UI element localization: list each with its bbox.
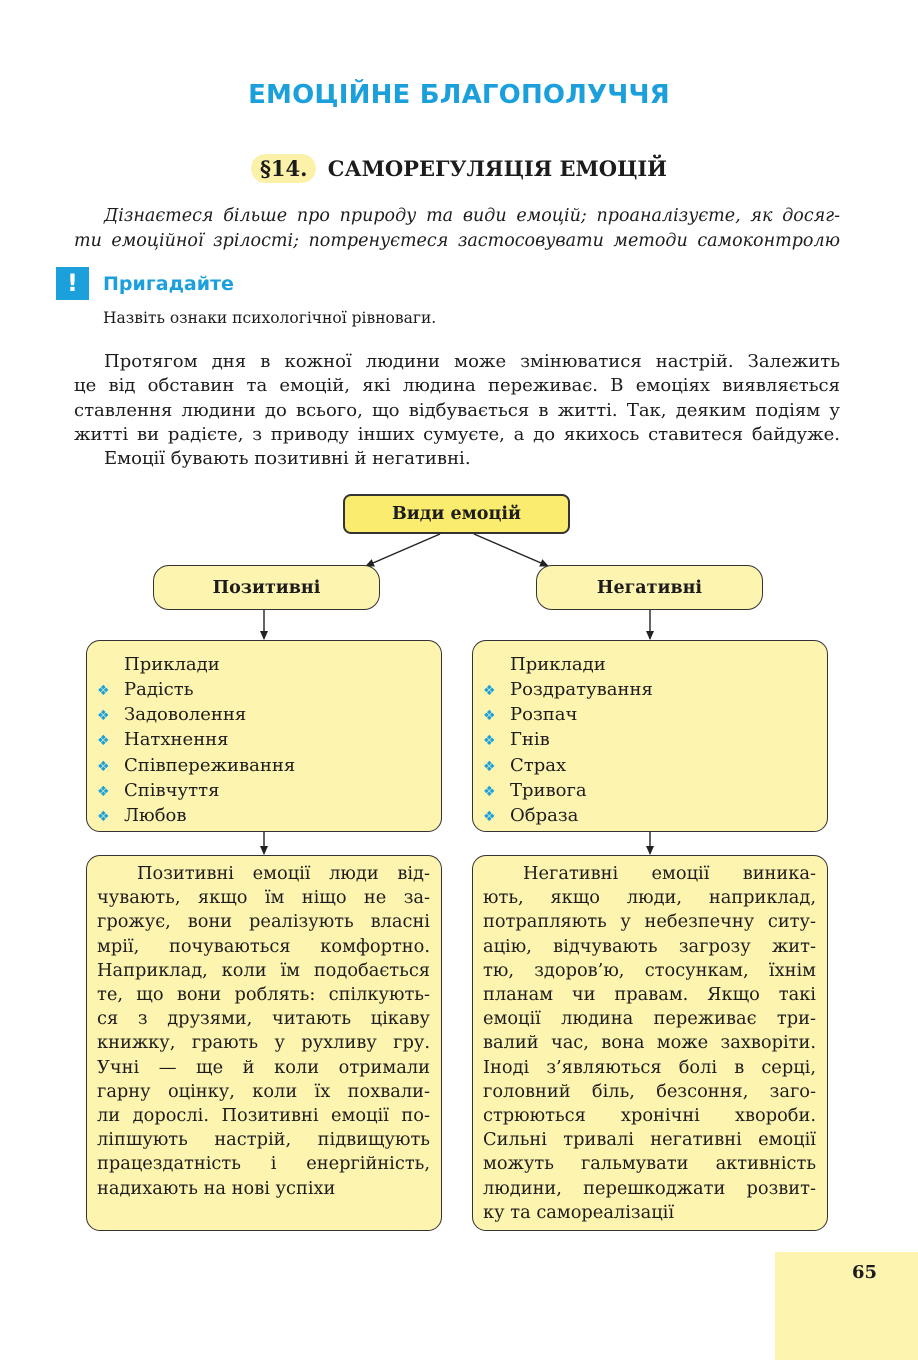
examples-title: Приклади — [510, 654, 606, 675]
diamond-bullet-icon: ❖ — [483, 809, 496, 826]
positive-emotions-node: Позитивні — [153, 565, 380, 610]
list-item — [483, 754, 653, 779]
description-line: головний біль, безсоння, заго- — [483, 1080, 816, 1102]
list-item — [483, 703, 653, 728]
description-line: ку та самореалізації — [483, 1201, 675, 1223]
body-line: ставлення людини до всього, що відбувається в житті. Так, деяким подіям у — [74, 399, 840, 421]
arrow-root-to-positive — [366, 534, 440, 566]
list-item — [483, 728, 653, 753]
chapter-title: ЕМОЦІЙНЕ БЛАГОПОЛУЧЧЯ — [248, 80, 670, 110]
example-label: Натхнення — [124, 729, 229, 751]
description-line: Сильні тривалі негативні емоції — [483, 1129, 816, 1151]
examples-title: Приклади — [124, 654, 220, 675]
positive-description-box — [86, 855, 442, 1231]
diamond-bullet-icon: ❖ — [97, 783, 110, 800]
example-label: Страх — [510, 754, 567, 776]
diamond-bullet-icon: ❖ — [483, 708, 496, 725]
description-line: тю, здоров’ю, стосункам, їхнім — [483, 959, 816, 981]
body-line: житті ви радієте, з приводу інших сумуєте, а до якихось ставитеся байдуже. — [74, 423, 840, 445]
diamond-bullet-icon: ❖ — [97, 758, 110, 775]
description-line: можуть гальмувати активність — [483, 1153, 816, 1175]
description-line: Іноді з’являються болі в серці, — [483, 1056, 816, 1078]
list-item — [97, 678, 295, 703]
page-number: 65 — [851, 1262, 877, 1283]
example-label: Гнів — [510, 729, 550, 751]
example-label: Радість — [124, 679, 194, 700]
negative-examples-list — [483, 678, 653, 829]
list-item — [97, 754, 295, 779]
description-line: чувають, якщо їм ніщо не за- — [97, 887, 430, 909]
list-item — [97, 779, 295, 804]
list-item — [483, 779, 653, 804]
negative-description — [483, 862, 816, 1225]
description-line: ліпшують настрій, підвищують — [97, 1129, 430, 1151]
description-line: потрапляють у небезпечну ситу- — [483, 911, 816, 933]
description-line: людини, перешкоджати розвит- — [483, 1177, 816, 1199]
example-label: Образа — [510, 805, 579, 827]
example-label: Тривога — [510, 779, 587, 801]
example-label: Співпереживання — [124, 754, 296, 776]
diagram-root-node: Види емоцій — [343, 494, 570, 534]
diamond-bullet-icon: ❖ — [483, 733, 496, 750]
diamond-bullet-icon: ❖ — [97, 683, 110, 699]
description-line: Наприклад, коли їм подобається — [97, 959, 430, 981]
list-item — [97, 728, 295, 753]
description-line: мрії, почуваються комфортно. — [97, 935, 430, 957]
description-line: грожує, вони реалізують власні — [97, 911, 430, 933]
remember-question: Назвіть ознаки психологічної рівноваги. — [103, 309, 437, 327]
arrow-root-to-negative — [474, 534, 548, 566]
diamond-bullet-icon: ❖ — [483, 683, 496, 699]
diamond-bullet-icon: ❖ — [97, 708, 110, 725]
description-line: валий час, вона може захворіти. — [483, 1032, 816, 1054]
body-line: Емоції бувають позитивні й негативні. — [104, 448, 471, 470]
negative-emotions-node: Негативні — [536, 565, 763, 610]
description-line: ацію, відчувають загрозу жит- — [483, 935, 816, 957]
list-item — [97, 703, 295, 728]
description-line: планам чи правам. Якщо такі — [483, 984, 816, 1006]
description-line: ють, якщо люди, наприклад, — [483, 887, 816, 909]
description-line: надихають на нові успіхи — [97, 1177, 336, 1199]
positive-examples-list — [97, 678, 295, 829]
description-line: гарну оцінку, коли їх похвали- — [97, 1080, 430, 1102]
description-line: Учні — ще й коли отримали — [97, 1056, 430, 1078]
description-line: Негативні емоції виника- — [523, 863, 816, 884]
description-line: Позитивні емоції люди від- — [137, 863, 430, 884]
description-line: книжку, грають у рухливу гру. — [97, 1032, 430, 1054]
description-line: те, що вони роблять: спілкують- — [97, 984, 430, 1006]
body-line: Протягом дня в кожної людини може змінюватися настрій. Залежить — [104, 351, 840, 372]
example-label: Задоволення — [124, 704, 247, 726]
description-line: ли дорослі. Позитивні емоції по- — [97, 1105, 430, 1127]
example-label: Співчуття — [124, 779, 220, 801]
remember-title: Пригадайте — [103, 273, 234, 295]
section-title: САМОРЕГУЛЯЦІЯ ЕМОЦІЙ — [327, 156, 668, 181]
body-line: це від обставин та емоцій, які людина переживає. В емоціях виявляється — [74, 375, 840, 397]
example-label: Розпач — [510, 704, 578, 726]
description-line: стрюються хронічні хвороби. — [483, 1105, 816, 1127]
exclamation-icon: ! — [56, 267, 89, 300]
positive-examples-box — [86, 640, 442, 832]
diamond-bullet-icon: ❖ — [483, 758, 496, 775]
negative-description-box — [472, 855, 828, 1231]
example-label: Любов — [124, 805, 187, 827]
list-item — [483, 804, 653, 829]
list-item — [483, 678, 653, 703]
diamond-bullet-icon: ❖ — [97, 809, 110, 826]
intro-line: ти емоційної зрілості; потренуєтеся застосовувати методи самоконтролю — [74, 231, 840, 251]
diamond-bullet-icon: ❖ — [97, 733, 110, 750]
negative-examples-box — [472, 640, 828, 832]
description-line: ся з друзями, читають цікаву — [97, 1008, 430, 1030]
example-label: Роздратування — [510, 679, 653, 700]
list-item — [97, 804, 295, 829]
description-line: працездатність і енергійність, — [97, 1153, 430, 1175]
description-line: емоції людина переживає три- — [483, 1008, 816, 1030]
positive-description — [97, 862, 430, 1201]
section-number: §14. — [251, 154, 317, 183]
diamond-bullet-icon: ❖ — [483, 783, 496, 800]
intro-line: Дізнаєтеся більше про природу та види емоцій; проаналізуєте, як досяг- — [104, 206, 840, 226]
